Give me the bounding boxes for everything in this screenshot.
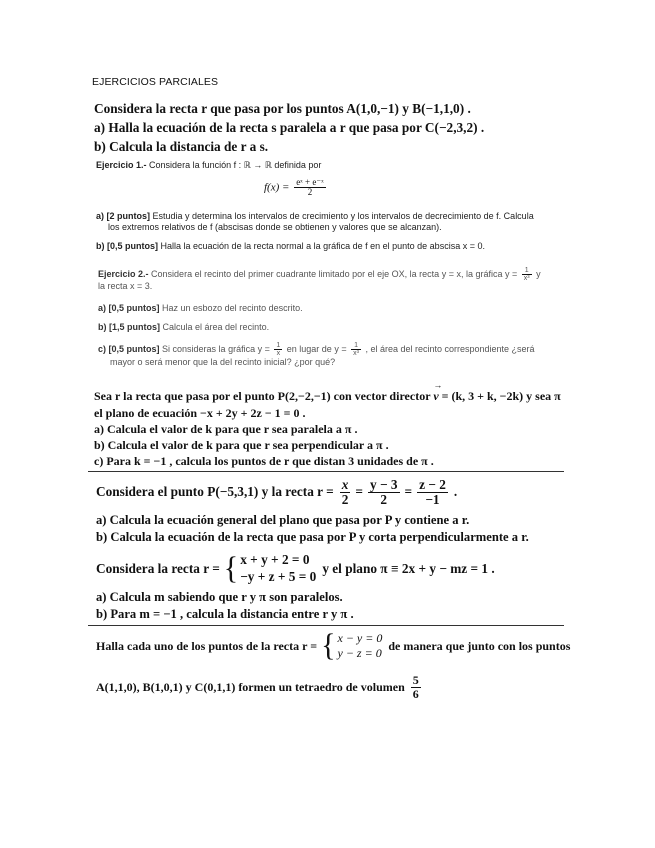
ex3-part-c-fraction2 (351, 342, 361, 358)
ex7-statement (96, 628, 571, 663)
ex5-end: . (453, 484, 458, 500)
ex7-line2 (96, 674, 423, 700)
ex3-intro2: la recta x = 3. (98, 281, 153, 291)
ex3-part-c-fraction2-num: 1 (351, 342, 361, 350)
ex4-part-a: a) Calcula el valor de k para que r sea paralela a π . (94, 422, 358, 436)
ex5-part-a: a) Calcula la ecuación general del plano que pasa por P y contiene a r. (96, 513, 470, 527)
ex7-system-eq2: y − z = 0 (337, 646, 382, 660)
ex3-part-c-text1: Si consideras la gráfica y = (162, 344, 270, 355)
ex4-vector (433, 380, 443, 403)
ex5-pre: Considera el punto P(−5,3,1) y la recta r = (96, 484, 334, 500)
ex5-fraction-z-num: z − 2 (419, 477, 446, 492)
ex5-equals-2: = (404, 484, 413, 500)
ex2-intro-line (96, 160, 321, 171)
ex3-header: Ejercicio 2.- (98, 269, 149, 280)
ex6-part-a: a) Calcula m sabiendo que r y π son paralelos. (96, 590, 343, 604)
ex5-part-b: b) Calcula la ecuación de la recta que pasa por P y corta perpendicularmente a r. (96, 530, 529, 544)
ex7-system-eq1: x − y = 0 (337, 631, 383, 645)
ex7-post: de manera que junto con los puntos (388, 638, 571, 653)
ex3-intro-fraction-num: 1 (522, 267, 532, 275)
ex6-post: y el plano π ≡ 2x + y − mz = 1 . (322, 560, 495, 576)
ex5-fraction-x-den: 2 (341, 491, 349, 507)
ex6-statement (96, 552, 495, 585)
ex7-brace: { (321, 628, 336, 663)
ex2-part-a-label: a) [2 puntos] (96, 211, 150, 221)
ex3-intro-tail: y (536, 269, 541, 280)
ex3-part-c-text3: , el área del recinto correspondiente ¿será (365, 344, 535, 355)
ex3-part-c-fraction1-den: x (276, 350, 281, 358)
ex3-part-c-fraction1-num: 1 (276, 342, 281, 349)
ex2-formula-fraction (294, 178, 326, 198)
ex4-line1-post: = (k, 3 + k, −2k) y sea π (441, 389, 561, 403)
ex3-part-b-label: b) [1,5 puntos] (98, 322, 160, 332)
ex2-part-b-text: Halla la ecuación de la recta normal a la gráfica de f en el punto de abscisa x = 0. (160, 241, 485, 251)
ex3-part-a-label: a) [0,5 puntos] (98, 303, 160, 313)
ex3-part-c-label: c) [0,5 puntos] (98, 344, 160, 355)
ex4-line1-pre: Sea r la recta que pasa por el punto P(2,−2,−1) con vector director (94, 389, 431, 403)
ex1-statement: Considera la recta r que pasa por los puntos A(1,0,−1) y B(−1,1,0) . (94, 101, 471, 116)
ex7-pre: Halla cada uno de los puntos de la recta r = (96, 638, 318, 653)
ex4-line2: el plano de ecuación −x + 2y + 2z − 1 = 0 . (94, 406, 306, 420)
ex5-fraction-z (417, 478, 448, 507)
ex3-part-b-text: Calcula el área del recinto. (162, 322, 270, 332)
ex7-volume-num: 5 (412, 673, 419, 687)
ex5-fraction-y-den: 2 (380, 491, 388, 507)
ex6-system-equations (240, 552, 316, 585)
ex3-part-c-fraction1 (274, 342, 282, 358)
ex3-part-c-text2: en lugar de y = (286, 344, 347, 355)
vector-arrow-icon: → (433, 380, 443, 390)
ex7-volume-den: 6 (412, 686, 419, 701)
ex5-fraction-x-num: x (341, 477, 349, 492)
ex2-formula-lhs: f(x) = (264, 181, 290, 194)
ex5-fraction-y (368, 478, 400, 507)
ex6-system (224, 552, 317, 585)
ex7-system (321, 628, 383, 663)
ex2-part-b-label: b) [0,5 puntos] (96, 241, 158, 251)
ex5-fraction-x (340, 478, 351, 507)
ex3-intro1: Considera el recinto del primer cuadrante limitado por el eje OX, la recta y = x, la gráfica y = (151, 269, 518, 280)
ex1-part-b: b) Calcula la distancia de r a s. (94, 139, 269, 154)
ex1-part-a: a) Halla la ecuación de la recta s paralela a r que pasa por C(−2,3,2) . (94, 120, 485, 135)
ex5-fraction-y-num: y − 3 (369, 477, 398, 492)
ex2-part-a-text2: los extremos relativos de f (abscisas donde se obtienen y valores que se alcanzan). (108, 222, 442, 232)
section-divider (88, 625, 564, 626)
ex3-intro-line1 (98, 267, 541, 283)
ex2-formula-numerator: eˣ + e⁻ˣ (296, 177, 324, 187)
ex6-pre: Considera la recta r = (96, 560, 220, 576)
ex3-part-a-text: Haz un esbozo del recinto descrito. (162, 303, 303, 313)
ex6-system-eq1: x + y + 2 = 0 (240, 552, 310, 567)
ex4-part-b: b) Calcula el valor de k para que r sea perpendicular a π . (94, 438, 389, 452)
ex4-line1 (94, 380, 561, 404)
ex3-intro-fraction-den: x³ (523, 275, 530, 283)
ex6-system-eq2: −y + z + 5 = 0 (240, 568, 317, 584)
ex2-formula-denominator: 2 (307, 187, 313, 198)
ex3-part-a-line (98, 303, 303, 313)
ex4-part-c: c) Para k = −1 , calcula los puntos de r que distan 3 unidades de π . (94, 454, 434, 468)
ex6-part-b: b) Para m = −1 , calcula la distancia entre r y π . (96, 607, 354, 621)
ex5-fraction-z-den: −1 (425, 491, 440, 507)
ex3-part-c-text4: mayor o será menor que la del recinto inicial? ¿por qué? (110, 357, 336, 367)
ex2-part-a-text1: Estudia y determina los intervalos de crecimiento y los intervalos de decrecimiento de f. Calcula (152, 211, 534, 221)
ex3-part-c-fraction2-den: x³ (353, 350, 359, 358)
section-divider (88, 471, 564, 472)
page-title: EJERCICIOS PARCIALES (92, 76, 219, 88)
ex5-statement (96, 478, 457, 507)
ex2-header: Ejercicio 1.- (96, 160, 147, 170)
ex3-part-c-line1 (98, 342, 535, 358)
ex2-intro: Considera la función f : ℝ → ℝ definida por (149, 160, 322, 170)
ex6-brace: { (223, 550, 239, 586)
ex4-vector-letter: v (433, 389, 439, 403)
ex3-part-b-line (98, 322, 269, 332)
ex7-volume-fraction (411, 674, 421, 700)
ex7-line2-text: A(1,1,0), B(1,0,1) y C(0,1,1) formen un tetraedro de volumen (96, 679, 405, 694)
ex2-part-a-line1 (96, 211, 534, 221)
ex7-system-equations (338, 631, 383, 661)
ex5-equals-1: = (355, 484, 363, 500)
ex2-part-b-line (96, 241, 485, 251)
ex3-intro-fraction (522, 267, 532, 283)
ex2-formula (264, 178, 328, 198)
